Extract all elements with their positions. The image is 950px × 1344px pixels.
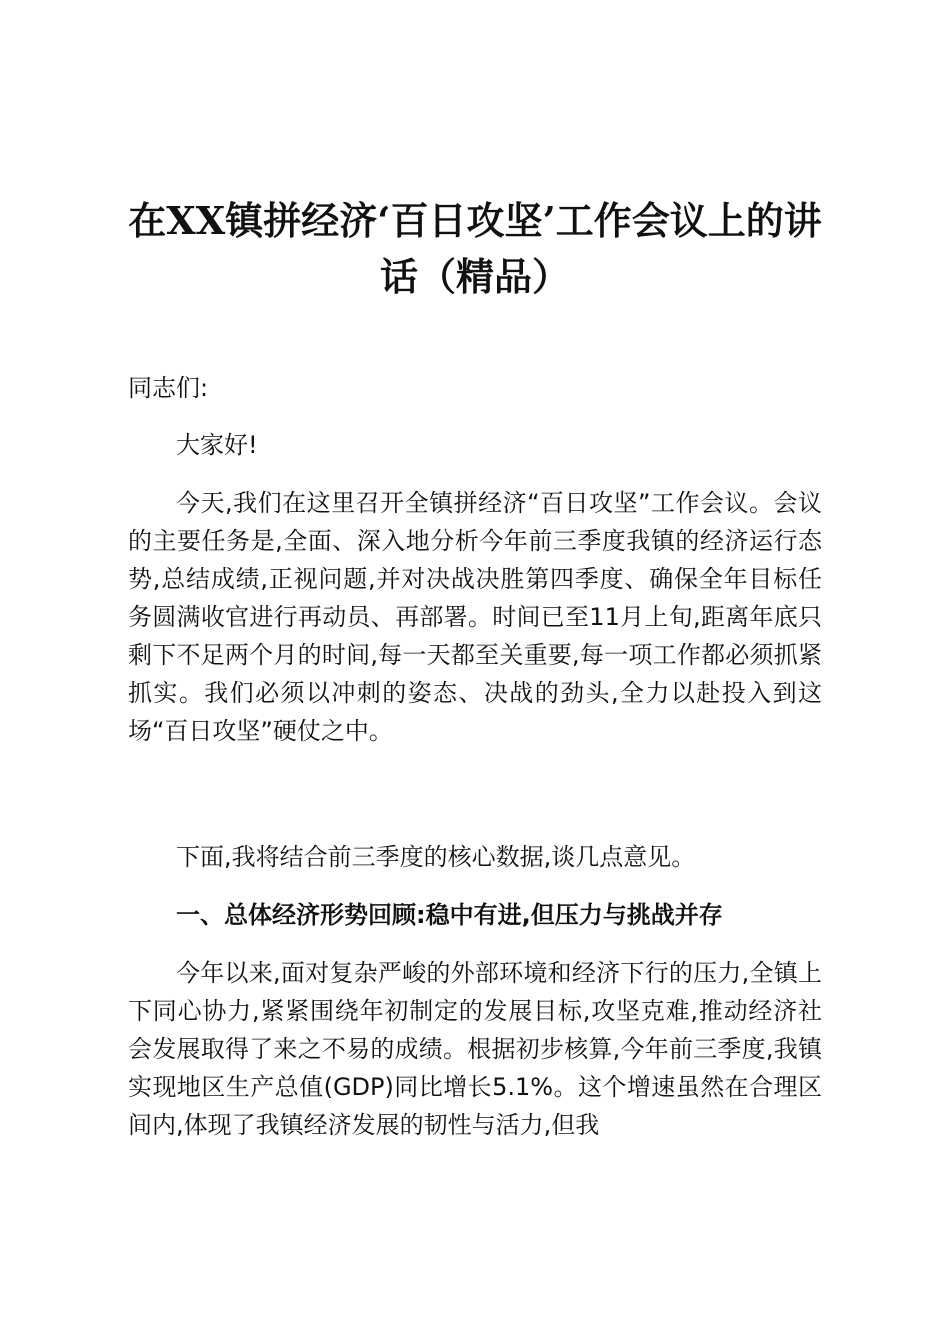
paragraph-greeting: 大家好! (176, 431, 258, 459)
paragraph-intro: 今天,我们在这里召开全镇拼经济“百日攻坚”工作会议。会议的主要任务是,全面、深入地分析今年前三季度我镇的经济运行态势,总结成绩,正视问题,并对决战决胜第四季度、确保全年目标任务圆满收官进行再动员、再部署。时间已至11月上旬,距离年底只剩下不足两个月的时间,每一天都至关重要,每一项工作都必须抓紧抓实。我们必须以冲刺的姿态、决战的劲头,全力以赴投入到这场“百日攻坚”硬仗之中。 (128, 489, 822, 745)
salutation: 同志们: (128, 374, 209, 402)
paragraph-economic-review: 今年以来,面对复杂严峻的外部环境和经济下行的压力,全镇上下同心协力,紧紧围绕年初制定的发展目标,攻坚克难,推动经济社会发展取得了来之不易的成绩。根据初步核算,今年前三季度,我镇实现地区生产总值(GDP)同比增长5.1%。这个增速虽然在合理区间内,体现了我镇经济发展的韧性与活力,但我 (128, 959, 822, 1139)
section-heading-1: 一、总体经济形势回顾:稳中有进,但压力与挑战并存 (176, 901, 723, 929)
document-title: 在XX镇拼经济‘百日攻坚’工作会议上的讲话（精品） (128, 198, 822, 299)
paragraph-transition: 下面,我将结合前三季度的核心数据,谈几点意见。 (176, 843, 696, 871)
